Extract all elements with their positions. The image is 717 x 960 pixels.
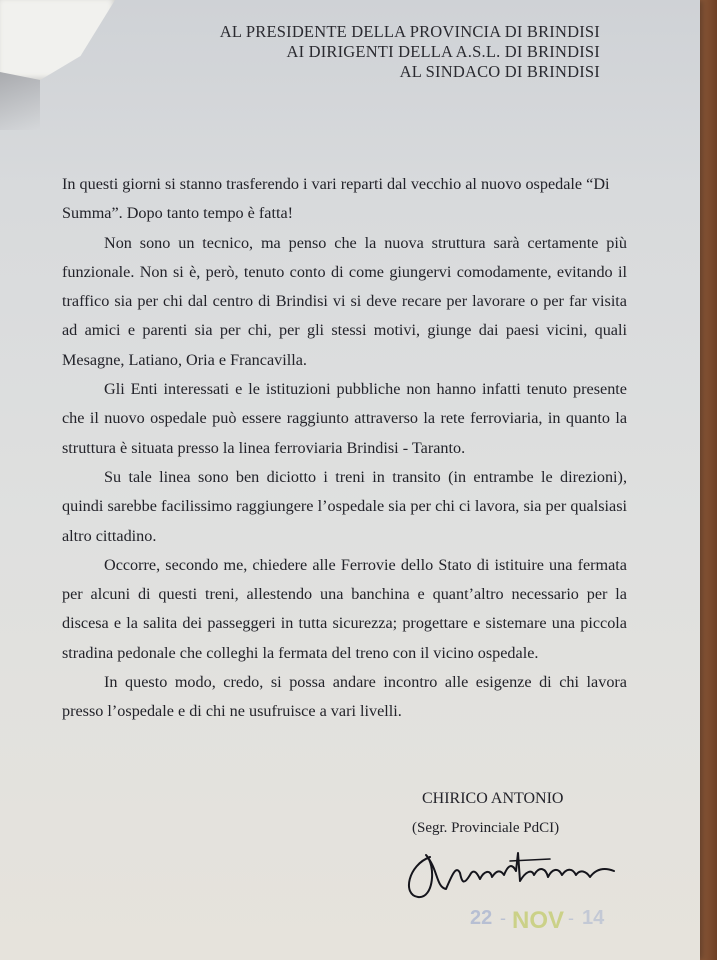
folded-paper-corner <box>0 0 115 80</box>
folded-corner-shadow <box>0 70 40 130</box>
addressee-line: AI DIRIGENTI DELLA A.S.L. DI BRINDISI <box>286 42 600 61</box>
paragraph: Su tale linea sono ben diciotto i treni in transito (in entrambe le direzioni), quindi sarebbe facilissimo raggiungere l’ospedale sia per chi ci lavora, sia per qualsiasi altro cittadino. <box>62 467 627 545</box>
paragraph: In questi giorni si stanno trasferendo i vari reparti dal vecchio al nuovo ospedale “Di Summa”. Dopo tanto tempo è fatta! <box>62 175 610 223</box>
svg-text:-: - <box>500 908 506 928</box>
signer-name: CHIRICO ANTONIO <box>422 790 564 807</box>
letter-body <box>62 170 627 727</box>
signer-role: (Segr. Provinciale PdCI) <box>412 820 560 836</box>
paragraph: Non sono un tecnico, ma penso che la nuova struttura sarà certamente più funzionale. Non si è, però, tenuto conto di come giungervi comodamente, evitando il traffico sia per chi dal centro di Brindisi vi si deve recare per lavorare o per far visita ad amici e parenti sia per chi, per gli stessi motivi, giunge dai paesi vicini, quali Mesagne, Latiano, Oria e Francavilla. <box>62 233 627 369</box>
paragraph: In questo modo, credo, si possa andare incontro alle esigenze di chi lavora presso l’ospedale e di chi ne usufruisce a vari livelli. <box>62 673 627 721</box>
date-stamp <box>470 890 610 950</box>
svg-text:14: 14 <box>582 907 605 929</box>
svg-text:-: - <box>568 908 574 928</box>
paragraph: Gli Enti interessati e le istituzioni pubbliche non hanno infatti tenuto presente che il nuovo ospedale può essere raggiunto attraverso la rete ferroviaria, in quanto la struttura è situata presso la linea ferroviaria Brindisi - Taranto. <box>62 380 627 457</box>
addressee-block <box>220 22 600 82</box>
addressee-line: AL SINDACO DI BRINDISI <box>399 62 600 81</box>
svg-text:NOV: NOV <box>512 907 565 934</box>
addressee-line: AL PRESIDENTE DELLA PROVINCIA DI BRINDISI <box>219 22 600 41</box>
svg-text:22: 22 <box>470 907 493 929</box>
paragraph: Occorre, secondo me, chiedere alle Ferrovie dello Stato di istituire una fermata per alcuni di questi treni, allestendo una banchina e quant’altro necessario per la discesa e la salita dei passeggeri in tutta sicurezza; progettare e sistemare una piccola stradina pedonale che colleghi la fermata del treno con il vicino ospedale. <box>62 555 627 662</box>
